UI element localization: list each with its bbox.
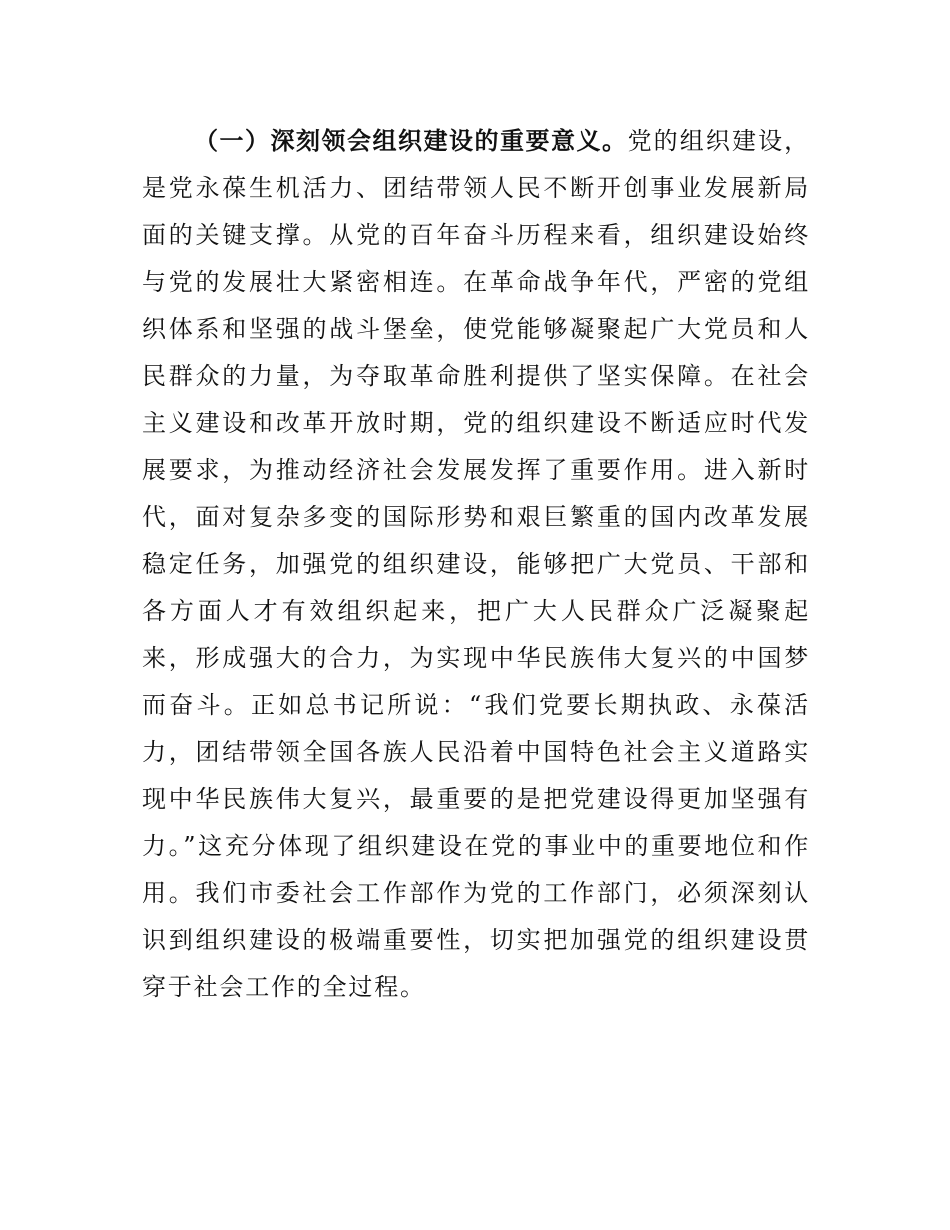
section-heading: （一）深刻领会组织建设的重要意义。 — [194, 127, 628, 155]
paragraph-text: 党的组织建设，是党永葆生机活力、团结带领人民不断开创事业发展新局面的关键支撑。从党的百年奋斗历程来看，组织建设始终与党的发展壮大紧密相连。在革命战争年代，严密的党组织体系和坚强的战斗堡垒，使党能够凝聚起广大党员和人民群众的力量，为夺取革命胜利提供了坚实保障。在社会主义建设和改革开放时期，党的组织建设不断适应时代发展要求，为推动经济社会发展发挥了重要作用。进入新时代，面对复杂多变的国际形势和艰巨繁重的国内改革发展稳定任务，加强党的组织建设，能够把广大党员、干部和各方面人才有效组织起来，把广大人民群众广泛凝聚起来，形成强大的合力，为实现中华民族伟大复兴的中国梦而奋斗。正如总书记所说：“我们党要长期执政、永葆活力，团结带领全国各族人民沿着中国特色社会主义道路实现中华民族伟大复兴，最重要的是把党建设得更加坚强有力。”这充分体现了组织建设在党的事业中的重要地位和作用。我们市委社会工作部作为党的工作部门，必须深刻认识到组织建设的极端重要性，切实把加强党的组织建设贯穿于社会工作的全过程。 — [142, 127, 810, 1001]
body-paragraph — [142, 118, 810, 1011]
